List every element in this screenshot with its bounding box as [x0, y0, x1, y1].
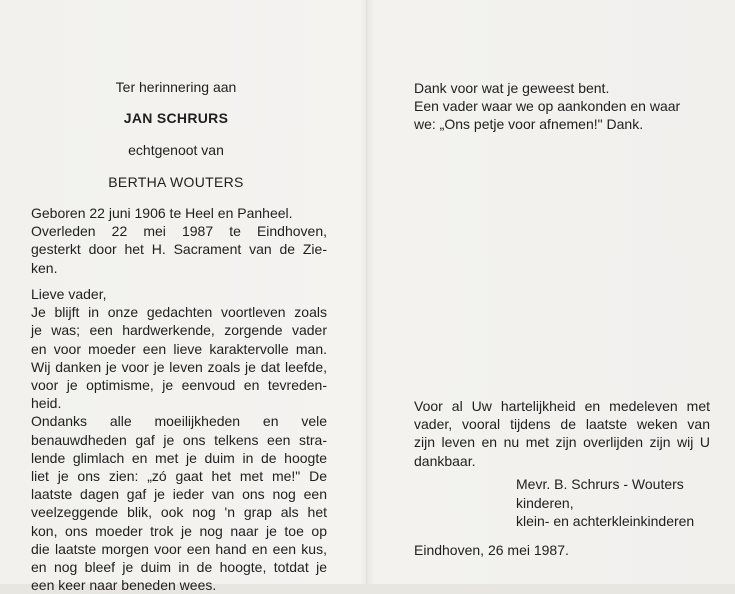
left-panel	[0, 0, 366, 594]
sacrament-line: gesterkt door het H. Sacrament van de Zie-	[31, 241, 327, 258]
letter-line: lende glimlach en met je duim in de hoogte	[31, 449, 327, 466]
signature-line: Mevr. B. Schrurs - Wouters	[516, 476, 684, 492]
thanks-block	[414, 79, 710, 134]
letter-line: kon, ons moeder trok je nog naar je toe op	[31, 522, 327, 539]
letter-line: veelzeggende blik, ook nog 'n grap als het	[31, 504, 327, 521]
gratitude-line: zijn leven en nu met zijn overlijden zijn wij U	[414, 434, 710, 451]
gratitude-block	[414, 397, 710, 470]
spouse-name: BERTHA WOUTERS	[108, 174, 244, 190]
letter-line: die laatste morgen voor een hand en een kus,	[31, 540, 327, 557]
thanks-line: we: „Ons petje voor afnemen!" Dank.	[414, 116, 644, 133]
signature-block	[516, 475, 694, 531]
letter-line: benauwdheden gaf je ons telkens een stra-	[31, 431, 327, 448]
gratitude-line: Voor al Uw hartelijkheid en medeleven met	[414, 398, 710, 414]
letter-line: Ondanks alle moeilijkheden en vele	[31, 413, 327, 430]
letter-line: een keer naar beneden wees.	[31, 577, 217, 594]
place-date: Eindhoven, 26 mei 1987.	[414, 542, 569, 558]
letter-line: en nog bleef je duim in de hoogte, totdat je	[31, 559, 327, 576]
signature-line: klein- en achterkleinkinderen	[516, 513, 695, 529]
letter-line: heid.	[31, 395, 62, 412]
death-line: Overleden 22 mei 1987 te Eindhoven,	[31, 223, 327, 240]
letter-block	[31, 285, 327, 594]
gratitude-line: vader, vooral tijdens de laatste weken van	[414, 416, 710, 433]
deceased-name: JAN SCHRURS	[123, 110, 229, 126]
intro-text: Ter herinnering aan	[115, 79, 237, 95]
thanks-line: Een vader waar we op aankonden en waar	[414, 98, 681, 115]
letter-line: laatste dagen gaf je ieder van ons nog een	[31, 486, 327, 503]
letter-salutation: Lieve vader,	[31, 286, 107, 302]
letter-line: en voor moeder een lieve karaktervolle man.	[31, 340, 327, 357]
letter-line: Je blijft in onze gedachten voortleven zoals	[31, 304, 327, 321]
relation-text: echtgenoot van	[128, 142, 224, 158]
letter-line: voor je optimisme, je eenvoud en tevreden-	[31, 377, 327, 394]
letter-line: liet je ons zien: „zó gaat het met me!" De	[31, 468, 327, 485]
gratitude-line: dankbaar.	[414, 452, 476, 469]
letter-line: Wij danken je voor je leven zoals je dat leefde,	[31, 358, 327, 375]
right-panel	[368, 0, 735, 584]
birth-line: Geboren 22 juni 1906 te Heel en Panheel.	[31, 205, 293, 221]
sacrament-line-end: ken.	[31, 259, 58, 276]
signature-line: kinderen,	[516, 494, 574, 511]
letter-line: je was; een hardwerkende, zorgende vader	[31, 322, 327, 339]
birth-death-block	[31, 204, 327, 277]
thanks-line: Dank voor wat je geweest bent.	[414, 80, 610, 96]
